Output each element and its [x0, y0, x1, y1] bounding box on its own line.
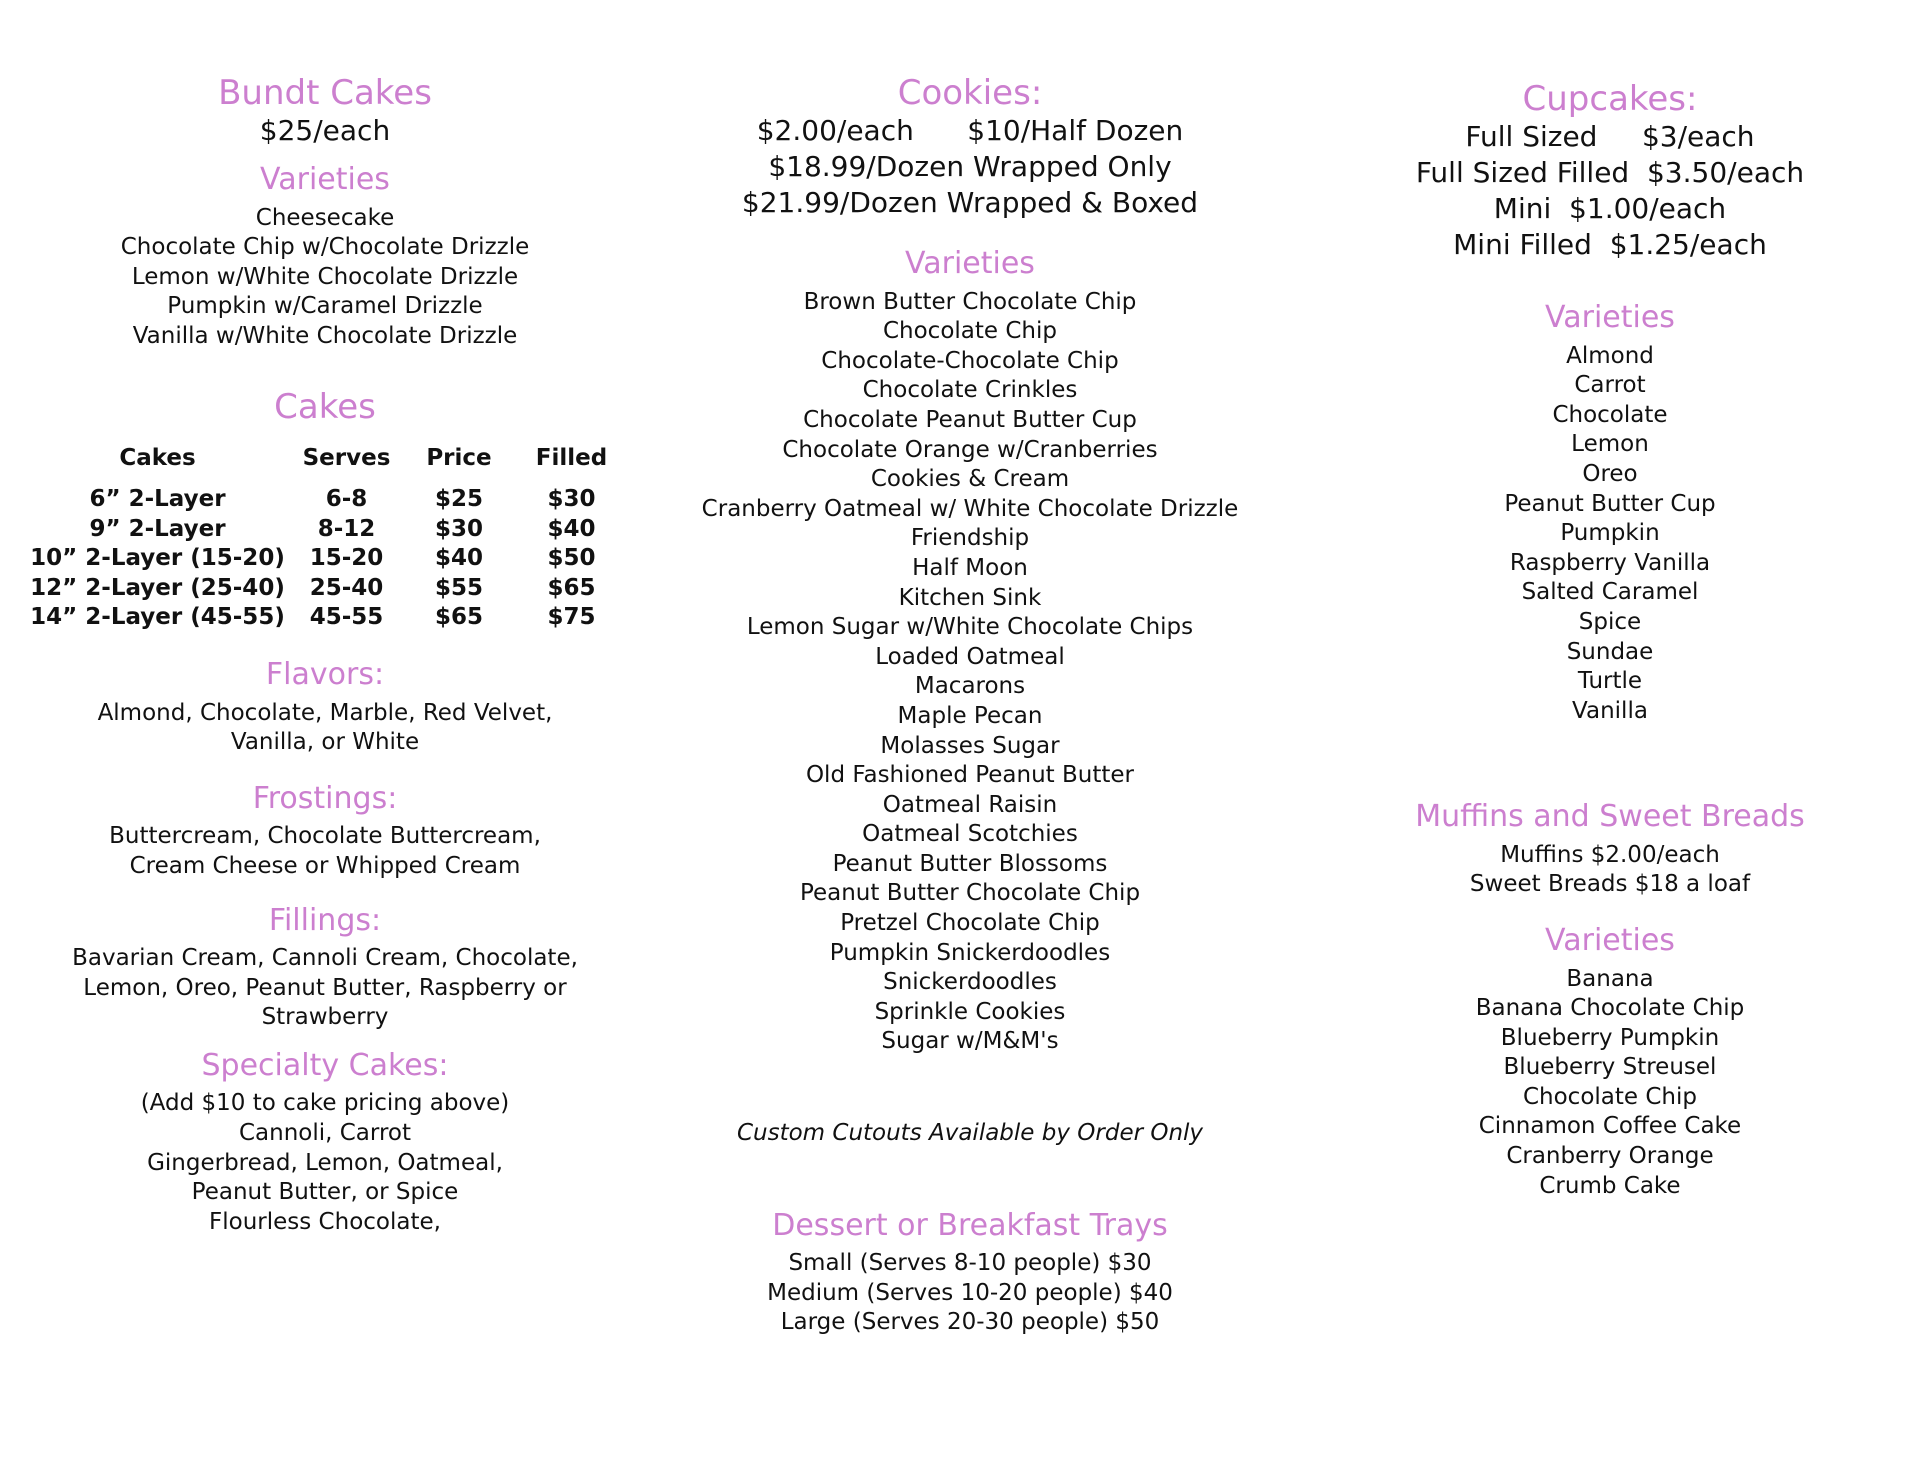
cupcakes-varieties-list	[1504, 342, 1715, 727]
muffins-varieties-list	[1476, 965, 1745, 1202]
cookies-varieties-title: Varieties	[905, 246, 1035, 282]
table-cell: 15-20	[309, 545, 384, 572]
specialty-cakes-title: Specialty Cakes:	[201, 1047, 449, 1083]
list-item: Sprinkle Cookies	[874, 998, 1066, 1025]
list-item: Vanilla	[1572, 697, 1648, 724]
list-item: Cinnamon Coffee Cake	[1478, 1113, 1742, 1140]
list-item: Brown Butter Chocolate Chip	[803, 288, 1137, 315]
cupcakes-price-line: Full Sized Filled $3.50/each	[1415, 156, 1805, 190]
list-item: Large (Serves 20-30 people) $50	[780, 1309, 1160, 1336]
list-item: Old Fashioned Peanut Butter	[805, 762, 1135, 789]
list-item: Friendship	[910, 525, 1030, 552]
list-item: Spice	[1578, 608, 1642, 635]
frostings-line: Buttercream, Chocolate Buttercream,	[109, 823, 541, 850]
list-item: Cookies & Cream	[870, 466, 1070, 493]
list-item: Cranberry Oatmeal w/ White Chocolate Drizzle	[701, 495, 1239, 522]
muffins-price-line: Muffins $2.00/each	[1500, 841, 1720, 868]
left-column	[20, 0, 630, 1237]
right-column	[1380, 0, 1840, 1201]
list-item: Lemon	[1571, 431, 1649, 458]
list-item: Chocolate Orange w/Cranberries	[782, 436, 1158, 463]
list-item: Crumb Cake	[1539, 1172, 1681, 1199]
table-row	[24, 603, 627, 633]
cupcakes-varieties-title: Varieties	[1545, 300, 1675, 336]
list-item: Chocolate Peanut Butter Cup	[803, 406, 1137, 433]
muffins-title: Muffins and Sweet Breads	[1415, 799, 1805, 835]
trays-list	[767, 1249, 1173, 1338]
fillings-line: Lemon, Oreo, Peanut Butter, Raspberry or	[83, 974, 567, 1001]
list-item: Sugar w/M&M's	[881, 1028, 1059, 1055]
list-item: Pumpkin	[1560, 520, 1660, 547]
list-item: Pretzel Chocolate Chip	[840, 910, 1100, 937]
list-item: Oatmeal Scotchies	[862, 821, 1078, 848]
cupcakes-price-line: Mini Filled $1.25/each	[1453, 228, 1767, 262]
specialty-line: Cannoli, Carrot	[238, 1119, 411, 1146]
cupcakes-price-line: Full Sized $3/each	[1465, 120, 1755, 154]
table-row	[24, 573, 627, 603]
list-item: Oreo	[1582, 460, 1638, 487]
frostings-text	[109, 822, 541, 881]
list-item: Peanut Butter Cup	[1504, 490, 1716, 517]
table-cell: 6” 2-Layer	[89, 486, 226, 513]
frostings-title: Frostings:	[252, 780, 398, 816]
bundt-cakes-price: $25/each	[259, 114, 391, 148]
muffins-prices	[1470, 841, 1750, 900]
cakes-title: Cakes	[274, 386, 376, 427]
cakes-price-table	[24, 445, 627, 633]
cookies-varieties-list	[702, 288, 1239, 1057]
list-item: Chocolate Crinkles	[862, 377, 1078, 404]
specialty-line: Flourless Chocolate,	[209, 1208, 441, 1235]
table-cell: 12” 2-Layer (25-40)	[30, 574, 285, 601]
table-cell: 6-8	[325, 486, 368, 513]
cupcakes-prices	[1416, 119, 1804, 263]
muffins-price-line: Sweet Breads $18 a loaf	[1469, 871, 1751, 898]
flavors-line: Vanilla, or White	[230, 729, 420, 756]
table-cell: 45-55	[309, 604, 384, 631]
list-item: Small (Serves 8-10 people) $30	[788, 1250, 1152, 1277]
list-item: Chocolate-Chocolate Chip	[821, 347, 1119, 374]
list-item: Turtle	[1577, 668, 1643, 695]
custom-cutouts-note: Custom Cutouts Available by Order Only	[736, 1120, 1204, 1147]
list-item: Molasses Sugar	[880, 732, 1060, 759]
flavors-line: Almond, Chocolate, Marble, Red Velvet,	[97, 699, 553, 726]
bundt-varieties-list	[121, 204, 530, 352]
column-header: Filled	[535, 444, 608, 471]
list-item: Lemon Sugar w/White Chocolate Chips	[746, 614, 1194, 641]
list-item: Chocolate Chip	[1522, 1083, 1697, 1110]
cookies-prices	[742, 113, 1198, 221]
cookies-price-line: $21.99/Dozen Wrapped & Boxed	[741, 186, 1199, 220]
column-header: Cakes	[119, 444, 196, 471]
table-cell: 14” 2-Layer (45-55)	[30, 604, 285, 631]
list-item: Sundae	[1566, 638, 1654, 665]
table-header-row	[24, 445, 627, 485]
column-header: Serves	[302, 444, 391, 471]
table-cell: $40	[434, 545, 483, 572]
list-item: Loaded Oatmeal	[875, 643, 1065, 670]
list-item: Medium (Serves 10-20 people) $40	[767, 1279, 1173, 1306]
list-item: Blueberry Pumpkin	[1500, 1024, 1720, 1051]
table-cell: 9” 2-Layer	[89, 515, 226, 542]
list-item: Vanilla w/White Chocolate Drizzle	[132, 322, 518, 349]
table-cell: $65	[547, 574, 596, 601]
table-row	[24, 514, 627, 544]
table-cell: $55	[434, 574, 483, 601]
table-row	[24, 544, 627, 574]
table-cell: $65	[434, 604, 483, 631]
flavors-title: Flavors:	[265, 657, 385, 693]
cupcakes-title: Cupcakes:	[1522, 79, 1698, 119]
flavors-text	[98, 699, 553, 758]
list-item: Snickerdoodles	[883, 969, 1057, 996]
table-cell: $50	[547, 545, 596, 572]
list-item: Maple Pecan	[897, 702, 1043, 729]
specialty-line: Gingerbread, Lemon, Oatmeal,	[147, 1149, 503, 1176]
table-cell: $30	[547, 486, 596, 513]
fillings-text	[72, 944, 578, 1033]
list-item: Peanut Butter Blossoms	[832, 850, 1108, 877]
middle-column	[660, 0, 1280, 1338]
table-cell: 25-40	[309, 574, 384, 601]
fillings-line: Strawberry	[261, 1004, 389, 1031]
table-row	[24, 485, 627, 515]
list-item: Almond	[1566, 342, 1654, 369]
cookies-price-line: $2.00/each $10/Half Dozen	[756, 114, 1184, 148]
cookies-price-line: $18.99/Dozen Wrapped Only	[768, 150, 1172, 184]
list-item: Blueberry Streusel	[1503, 1054, 1717, 1081]
list-item: Cheesecake	[255, 204, 395, 231]
list-item: Oatmeal Raisin	[882, 791, 1058, 818]
table-cell: 10” 2-Layer (15-20)	[30, 545, 285, 572]
table-cell: $40	[547, 515, 596, 542]
table-cell: $25	[434, 486, 483, 513]
list-item: Banana Chocolate Chip	[1475, 995, 1745, 1022]
trays-title: Dessert or Breakfast Trays	[772, 1207, 1168, 1243]
specialty-cakes-text	[141, 1089, 510, 1237]
bundt-varieties-title: Varieties	[260, 162, 390, 198]
list-item: Lemon w/White Chocolate Drizzle	[131, 263, 519, 290]
bundt-cakes-title: Bundt Cakes	[218, 73, 432, 113]
list-item: Pumpkin w/Caramel Drizzle	[167, 293, 483, 320]
list-item: Raspberry Vanilla	[1509, 549, 1711, 576]
muffins-varieties-title: Varieties	[1545, 923, 1675, 958]
fillings-title: Fillings:	[268, 902, 382, 938]
list-item: Pumpkin Snickerdoodles	[829, 939, 1111, 966]
list-item: Chocolate	[1552, 401, 1668, 428]
list-item: Peanut Butter Chocolate Chip	[799, 880, 1141, 907]
list-item: Half Moon	[912, 554, 1028, 581]
fillings-line: Bavarian Cream, Cannoli Cream, Chocolate,	[72, 945, 578, 972]
list-item: Chocolate Chip w/Chocolate Drizzle	[120, 234, 530, 261]
list-item: Macarons	[914, 673, 1026, 700]
list-item: Salted Caramel	[1521, 579, 1699, 606]
list-item: Carrot	[1574, 372, 1646, 399]
list-item: Kitchen Sink	[898, 584, 1042, 611]
frostings-line: Cream Cheese or Whipped Cream	[129, 852, 521, 879]
list-item: Banana	[1566, 965, 1654, 992]
table-cell: $30	[434, 515, 483, 542]
table-cell: 8-12	[317, 515, 376, 542]
column-header: Price	[426, 444, 492, 471]
specialty-line: Peanut Butter, or Spice	[191, 1179, 459, 1206]
table-cell: $75	[547, 604, 596, 631]
list-item: Cranberry Orange	[1506, 1143, 1714, 1170]
specialty-line: (Add $10 to cake pricing above)	[140, 1090, 510, 1117]
cupcakes-price-line: Mini $1.00/each	[1493, 192, 1727, 226]
list-item: Chocolate Chip	[882, 318, 1057, 345]
cookies-title: Cookies:	[897, 73, 1043, 113]
